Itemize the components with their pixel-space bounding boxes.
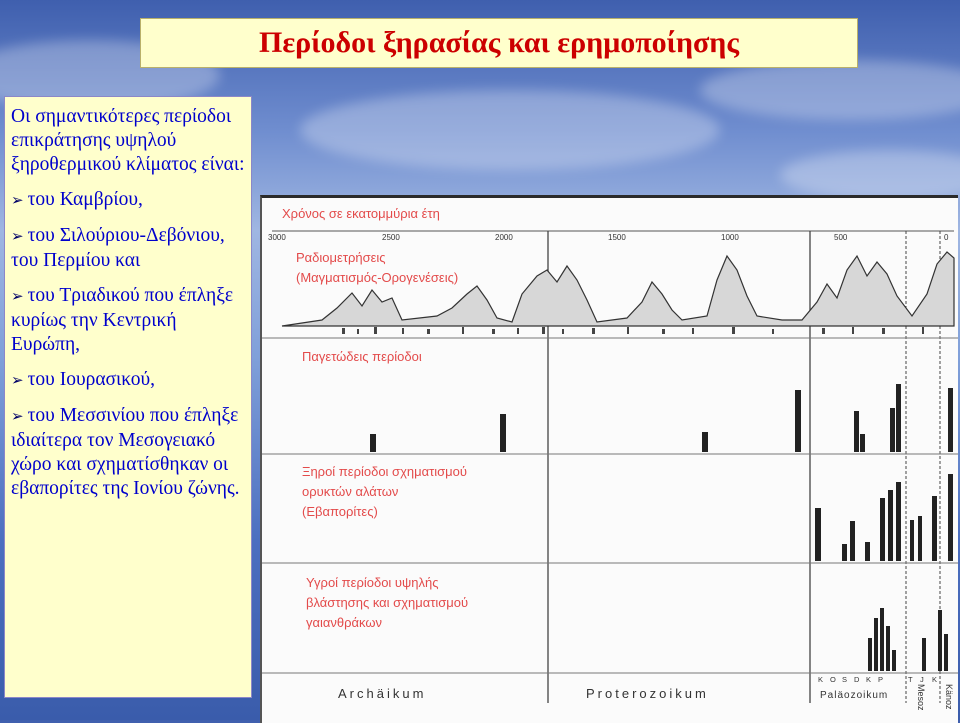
- timeline-svg: [262, 198, 958, 723]
- cloud: [300, 90, 720, 170]
- panel4-label: βλάστησης και σχηματισμού: [306, 595, 469, 610]
- cloud: [780, 150, 960, 200]
- tick-label: 3000: [268, 233, 286, 242]
- tick-label: 2000: [495, 233, 513, 242]
- arrow-bullet-icon: ➢: [11, 229, 24, 245]
- arrow-bullet-icon: ➢: [11, 193, 24, 209]
- intro-text: Οι σημαντικότερες περίοδοι επικράτησης υψηλού ξηροθερμικού κλίματος είναι:: [11, 106, 245, 175]
- bullet-item: ➢ του Σιλούριου-Δεβόνιου, του Περμίου και: [11, 225, 225, 271]
- axis-title: Χρόνος σε εκατομμύρια έτη: [282, 206, 440, 221]
- panel1-label: Ραδιομετρήσεις: [296, 250, 386, 265]
- panel4-label: Υγροί περίοδοι υψηλής: [306, 575, 439, 590]
- svg-text:S: S: [842, 675, 848, 684]
- panel3-label: ορυκτών αλάτων: [302, 484, 399, 499]
- svg-text:T: T: [908, 675, 913, 684]
- tick-label: 2500: [382, 233, 400, 242]
- era-label: Archäikum: [338, 686, 427, 701]
- bullet-item: ➢ του Ιουρασικού,: [11, 369, 155, 390]
- cloud: [700, 60, 960, 120]
- tick-label: 1000: [721, 233, 739, 242]
- geologic-timeline-figure: [260, 195, 958, 723]
- tick-label: 0: [944, 233, 949, 242]
- bullet-item: ➢ του Καμβρίου,: [11, 189, 143, 210]
- svg-text:J: J: [920, 675, 924, 684]
- bullet-item: ➢ του Μεσσινίου που έπληξε ιδιαίτερα τον Μεσογειακό χώρο και σχηματίσθηκαν οι εβαπορίτες της Ιονίου ζώνης.: [11, 405, 240, 499]
- era-label: Känoz: [944, 684, 954, 710]
- panel2-label: Παγετώδεις περίοδοι: [302, 349, 422, 364]
- period-labels: [818, 675, 937, 684]
- svg-text:P: P: [878, 675, 884, 684]
- svg-text:D: D: [854, 675, 860, 684]
- panel3-label: Ξηροί περίοδοι σχηματισμού: [302, 464, 468, 479]
- glacial-bars: [370, 384, 953, 452]
- era-label: Paläozoikum: [820, 690, 889, 701]
- slide-title: Περίοδοι ξηρασίας και ερημοποίησης: [259, 26, 739, 59]
- radiometric-ticks: [342, 327, 924, 334]
- text-panel: [4, 96, 252, 698]
- tick-label: 1500: [608, 233, 626, 242]
- era-label: Mesoz: [916, 684, 926, 711]
- svg-text:K: K: [932, 675, 938, 684]
- panel3-label: (Εβαπορίτες): [302, 504, 378, 519]
- arrow-bullet-icon: ➢: [11, 289, 24, 305]
- arrow-bullet-icon: ➢: [11, 409, 24, 425]
- svg-text:O: O: [830, 675, 836, 684]
- panel1-label: (Μαγματισμός-Ορογενέσεις): [296, 270, 459, 285]
- evaporite-bars: [815, 474, 953, 561]
- coal-bars: [868, 608, 948, 671]
- svg-text:K: K: [866, 675, 872, 684]
- slide-title-box: [140, 18, 858, 68]
- svg-text:K: K: [818, 675, 824, 684]
- arrow-bullet-icon: ➢: [11, 373, 24, 389]
- panel4-label: γαιανθράκων: [306, 615, 383, 630]
- bullet-item: ➢ του Τριαδικού που έπληξε κυρίως την Κεντρική Ευρώπη,: [11, 285, 234, 355]
- era-label: Proterozoikum: [586, 686, 709, 701]
- tick-label: 500: [834, 233, 848, 242]
